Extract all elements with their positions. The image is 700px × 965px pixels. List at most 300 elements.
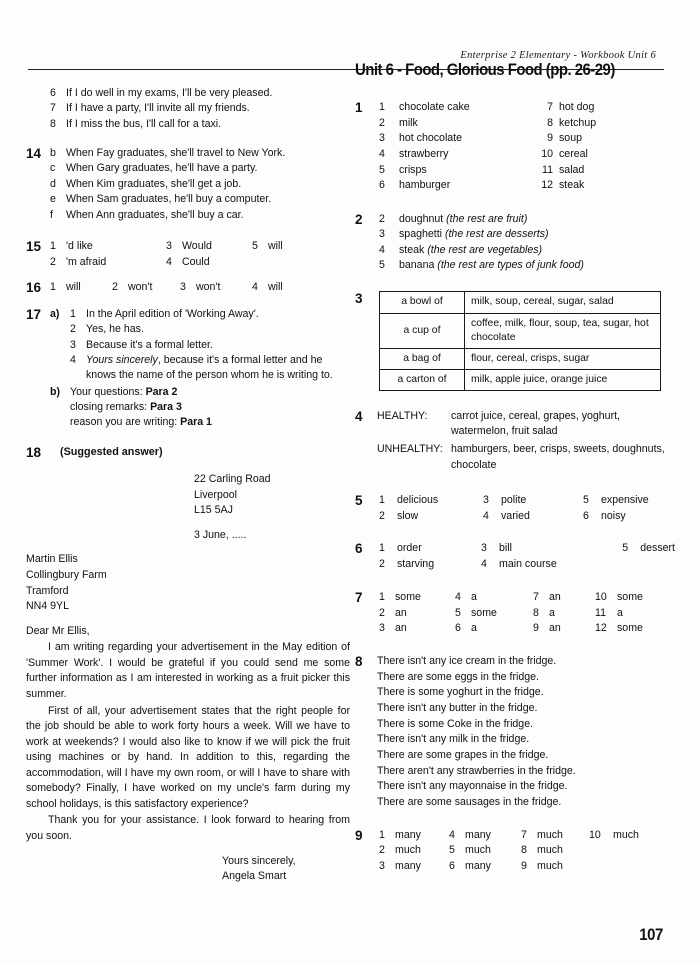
item-text: some [471,606,497,619]
answer-item [50,239,166,255]
item-text: soup [559,132,582,145]
item-text: closing remarks: [70,401,151,414]
item-text: much [613,828,639,841]
answer-item [583,509,649,525]
answer-item [166,255,252,271]
item-number: 12 [541,179,553,192]
item-letter: b [50,147,56,160]
running-head: Enterprise 2 Elementary - Workbook Unit 6 [460,50,656,61]
item-text: much [395,844,421,857]
answer-item [455,606,533,622]
answer-item [379,116,531,132]
item-text: Yes, he has. [86,323,144,336]
item-number: 12 [595,622,607,635]
exercise-16 [26,280,350,296]
item-number: 5 [455,606,461,619]
item-text: an [395,622,407,635]
item-text [399,258,675,273]
item-number: 4 [449,828,455,841]
list-item [70,322,350,337]
item-number: 1 [379,494,385,507]
item-number: 4 [70,353,76,366]
list-item [379,212,675,227]
sentence: There is some Coke in the fridge. [377,717,534,730]
item-text: will [268,281,283,294]
letter-paragraph-1: I am writing regarding your advertisement in the May edition of 'Summer Work'. I would be grateful if you could send me some further information as I am interested in working as a fruit picker this summer. [26,641,350,700]
exercise-number: 1 [355,100,363,115]
item-text: chocolate cake [399,101,470,113]
answer-column [379,590,455,637]
exercise-8-sentences [377,654,675,811]
answer-column [252,239,283,270]
healthy-items: carrot juice, cereal, grapes, yoghurt, watermelon, fruit salad [451,409,620,438]
answer-item [379,147,531,163]
answer-item [531,116,596,132]
table-row [380,292,661,313]
item-text: some [395,590,421,603]
exercise-number: 16 [26,280,42,296]
exercise-17 [26,307,350,431]
item-number: 1 [379,828,385,841]
item-text: milk [399,116,418,129]
item-text: cereal [559,148,588,161]
list-item [50,208,350,223]
answer-item [622,541,675,557]
answer-item [521,828,589,844]
item-number: 5 [622,542,629,555]
answer-item [379,557,481,573]
item-number: 3 [379,228,385,241]
answer-note: (the rest are types of junk food) [437,259,584,272]
item-text: much [465,844,491,857]
item-letter: d [50,177,56,190]
item-letter: c [50,162,56,175]
list-item [50,86,350,101]
item-number: 3 [70,338,76,351]
item-number: 2 [379,844,385,857]
item-text: many [465,828,491,841]
answer-note: (the rest are vegetables) [427,243,543,256]
answer-item [449,828,521,844]
part-a-list [70,307,350,384]
item-text: strawberry [399,148,449,161]
item-text: delicious [397,494,439,507]
item-number: 2 [379,606,385,619]
item-number: 8 [50,117,56,130]
answer-item [483,493,583,509]
sentence: There are some grapes in the fridge. [377,748,549,761]
sentence: There is some yoghurt in the fridge. [377,686,544,699]
list-item [50,192,350,207]
exercise-number: 18 [26,444,42,460]
answer-item [483,509,583,525]
answer-item [455,621,533,637]
item-text: much [537,844,563,857]
item-number: 6 [379,179,385,192]
item-text: a [617,606,623,619]
item-number: 1 [50,239,56,252]
exercise-1-grid [379,100,675,194]
exercise-number: 5 [355,493,363,509]
item-number: 8 [533,606,539,619]
answer-column [50,239,166,270]
quantity-items: coffee, milk, flour, soup, tea, sugar, hot chocolate [465,313,661,348]
exercise-number: 15 [26,238,42,254]
answer-item [531,163,596,179]
exercise-number: 4 [355,408,363,424]
item-number: 1 [379,101,385,113]
item-number: 9 [521,859,527,872]
item-number: 5 [379,163,385,176]
item-text: will [268,239,283,252]
item-text: will [66,281,81,294]
item-number: 8 [521,844,527,857]
list-item [50,146,350,161]
item-letter: f [50,208,53,221]
item-text-rest: , because it's a formal letter and he knows the name of the person whom he is writing to. [86,353,333,382]
answer-column [589,828,639,875]
item-text: hot chocolate [399,132,463,145]
item-text: hamburger [399,179,451,192]
answer-column [455,590,533,637]
item-number: 4 [379,243,385,256]
sentence: There isn't any ice cream in the fridge. [377,654,557,667]
spacer [26,543,350,552]
quantities-table [379,291,661,390]
item-number: 2 [379,558,385,571]
exercise-17-part-b [50,385,350,431]
item-letter: e [50,193,56,206]
address-line: L15 5AJ [194,504,233,517]
answer-column [180,280,252,296]
item-text: Would [182,239,212,252]
sentence: There isn't any mayonnaise in the fridge. [377,780,568,793]
answer-item [50,255,166,271]
answer-item [180,280,252,296]
answer-item [379,621,455,637]
item-number: 4 [166,255,172,268]
item-text: a [471,622,477,635]
italic-phrase: Yours sincerely [86,353,158,366]
list-item [50,117,350,132]
item-text: dessert [640,542,675,555]
sentence: There aren't any strawberries in the fridge. [377,764,576,777]
item-text: some [617,590,643,603]
item-number: 3 [483,494,489,507]
exercise-17-part-a [50,307,350,384]
exercise-number: 9 [355,827,363,843]
answer-column [481,541,622,572]
item-number: 10 [589,828,601,841]
answer-column [583,493,649,524]
exercise-6-grid [379,541,675,572]
answer-column [449,828,521,875]
sentence: There isn't any milk in the fridge. [377,733,530,746]
address-line: Collingbury Farm [26,569,107,582]
answer-column [379,493,483,524]
answer-item [481,541,622,557]
answer-item [379,509,483,525]
part-label: a) [50,307,60,320]
spacer [26,845,350,854]
item-number: 4 [481,558,487,571]
exercise-9 [355,828,675,875]
answer-item [252,239,283,255]
item-number: 6 [50,87,56,99]
continued-list [50,86,350,132]
answer-column [379,828,449,875]
item-number: 5 [379,259,385,272]
answer-item [449,843,521,859]
item-number: 9 [533,622,539,635]
item-text: If I have a party, I'll invite all my friends. [66,102,250,115]
exercise-14-list [50,146,350,223]
answer-column [595,590,643,637]
item-number: 6 [449,859,455,872]
table-row [380,369,661,390]
answer-column [521,828,589,875]
exercise-4 [355,409,675,473]
answer-item [531,100,596,116]
list-item [379,258,675,273]
continued-list-block [26,86,350,132]
quantity-label: a bag of [380,348,465,369]
item-text: an [549,590,561,603]
answer-item [379,828,449,844]
item-number: 2 [379,116,385,129]
table-row [380,348,661,369]
item-number: 3 [481,542,487,555]
item-text: Because it's a formal letter. [86,338,213,351]
item-text: many [395,828,421,841]
sentence: There are some eggs in the fridge. [377,670,539,683]
unhealthy-label: UNHEALTHY: [377,443,443,456]
answer-item [252,280,283,296]
list-item [50,101,350,116]
exercise-14 [26,146,350,223]
answer-item [379,493,483,509]
item-text: order [397,542,422,555]
answer-item [531,178,596,194]
item-text: ketchup [559,116,597,129]
item-text [399,212,675,227]
address-line: Martin Ellis [26,553,78,566]
answer-item [595,590,643,606]
part-b-item [70,415,350,430]
answer-item [379,590,455,606]
answer-column [622,541,675,572]
letter-paragraph-3: Thank you for your assistance. I look forward to hearing from you soon. [26,814,350,843]
item-text: hot dog [559,101,595,113]
answer-item [531,147,596,163]
item-text: a [549,606,555,619]
list-item [70,338,350,353]
item-text: slow [397,509,419,522]
letter-signature: Angela Smart [222,870,287,883]
list-item [379,243,675,258]
item-text: When Gary graduates, he'll have a party. [66,162,258,175]
exercise-16-grid [50,280,350,296]
item-number: 2 [379,213,385,226]
item-text: Could [182,255,210,268]
answer-item [521,859,589,875]
item-number: 7 [50,102,56,115]
recipient-address [26,552,350,614]
exercise-2 [355,212,675,273]
unit-title: Unit 6 - Food, Glorious Food (pp. 26-29) [355,60,615,79]
item-text: much [537,859,563,872]
letter-paragraph-2: First of all, your advertisement states that the right people for the job should be able to work forty hours a week. Will we have to work at weekends? I would also like to know if we will pick the fruit using machines or by hand. In addition to this, regarding the accommodation, will I have my own room, or will I have to share with somebody? Finally, I have worked on my uncle's farm during my school holidays, is this satisfactory experience? [26,704,350,810]
answer-item [481,557,622,573]
item-number: 1 [50,281,56,294]
exercise-18 [26,445,350,460]
answer-item [531,131,596,147]
item-number: 7 [533,590,539,603]
item-number: 1 [379,542,385,555]
answer-item [379,606,455,622]
item-text: many [465,859,491,872]
address-line: NN4 9YL [26,600,69,613]
item-text: won't [128,281,153,294]
item-number: 5 [583,494,589,507]
item-number: 5 [252,239,258,252]
part-label: b) [50,385,60,398]
item-number: 10 [595,590,607,603]
item-text: an [395,606,407,619]
exercise-number: 14 [26,146,42,162]
list-item [70,307,350,322]
answer-item [379,163,531,179]
answer-item [379,178,531,194]
item-number: 7 [547,101,553,113]
answer-column [379,541,481,572]
item-number: 1 [70,307,76,320]
answer-column [252,280,283,296]
exercise-number: 7 [355,589,363,605]
answer-column [531,100,596,194]
exercise-7 [355,590,675,637]
item-number: 10 [541,148,553,161]
item-text: some [617,622,643,635]
item-number: 3 [379,132,385,145]
item-number: 11 [542,163,553,176]
item-text: salad [559,163,585,176]
item-number: 9 [547,132,553,145]
item-text: If I do well in my exams, I'll be very pleased. [66,87,273,99]
item-text: an [549,622,561,635]
item-number: 3 [180,281,186,294]
item-text: a [471,590,477,603]
answer-column [379,100,531,194]
sender-address [194,472,350,519]
item-text: expensive [601,494,649,507]
item-text: steak [559,179,585,192]
answer-word: steak [399,243,428,256]
exercise-number: 6 [355,541,363,557]
answer-item [379,131,531,147]
exercise-number: 3 [355,291,363,307]
item-text: noisy [601,509,626,522]
exercise-7-grid [379,590,675,637]
sample-letter [26,472,350,885]
spacer [26,519,350,528]
right-column [355,60,675,884]
exercise-3 [355,291,675,390]
healthy-label: HEALTHY: [377,409,428,422]
item-number: 3 [379,622,385,635]
item-text: won't [196,281,221,294]
item-text: 'm afraid [66,255,107,268]
address-line: Liverpool [194,488,237,501]
answer-item [379,859,449,875]
item-number: 1 [379,590,385,603]
list-item [379,227,675,242]
list-item [50,177,350,192]
answer-note: (the rest are desserts) [444,228,549,241]
list-item [70,353,350,384]
exercise-6 [355,541,675,572]
item-answer: Para 3 [150,401,182,414]
item-text: varied [501,509,530,522]
suggested-answer-label: (Suggested answer) [60,445,163,458]
exercise-number: 2 [355,212,363,228]
item-text: starving [397,558,435,571]
item-number: 4 [455,590,461,603]
answer-item [379,541,481,557]
unhealthy-row [377,442,675,473]
answer-item [589,828,639,844]
letter-date: 3 June, ..... [194,528,247,541]
item-text: When Sam graduates, he'll buy a computer. [66,193,272,206]
item-number: 2 [70,323,76,336]
exercise-5 [355,493,675,524]
answer-item [112,280,180,296]
item-text: main course [499,558,557,571]
item-number: 3 [379,859,385,872]
item-answer: Para 1 [180,416,212,429]
quantity-items: milk, apple juice, orange juice [465,369,661,390]
item-text: When Ann graduates, she'll buy a car. [66,208,244,221]
exercise-2-list [379,212,675,273]
item-number: 7 [521,828,527,841]
table-row [380,313,661,348]
answer-item [166,239,252,255]
salutation: Dear Mr Ellis, [26,624,90,637]
item-text [399,243,675,258]
item-text: crisps [399,163,427,176]
healthy-row [377,409,675,440]
answer-column [533,590,595,637]
answer-item [533,621,595,637]
item-text: In the April edition of 'Working Away'. [86,307,259,320]
list-item [50,161,350,176]
quantity-items: flour, cereal, crisps, sugar [465,348,661,369]
left-column [26,86,350,885]
sentence: There are some sausages in the fridge. [377,795,562,808]
item-text: 'd like [66,239,93,252]
exercise-number: 17 [26,306,42,322]
page-number: 107 [639,925,663,944]
item-number: 2 [112,281,118,294]
exercise-8 [355,654,675,811]
answer-item [533,590,595,606]
spacer [26,615,350,624]
item-number: 4 [379,148,385,161]
answer-item [379,100,531,116]
item-number: 8 [547,116,553,129]
answer-word: banana [399,259,438,272]
answer-column [112,280,180,296]
